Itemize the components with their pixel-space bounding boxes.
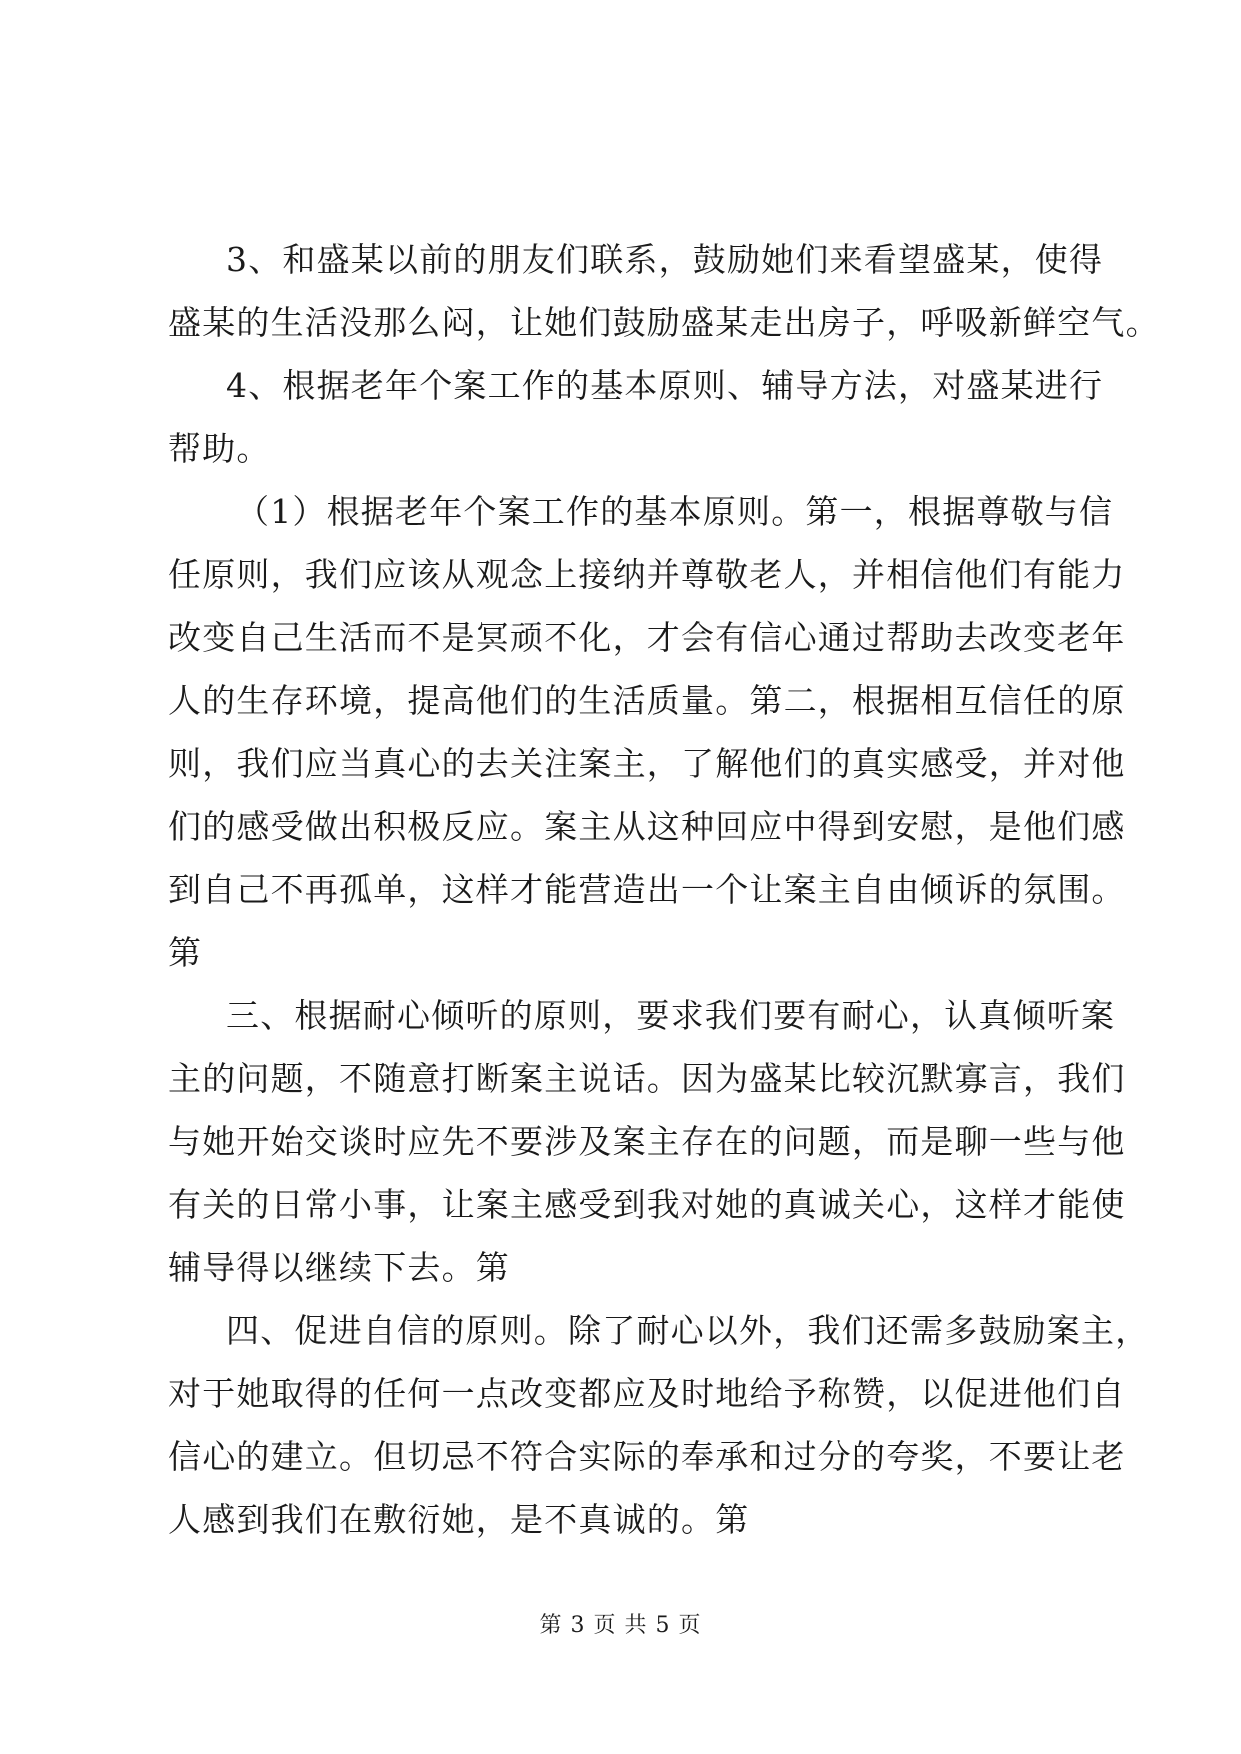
paragraph-line: 们的感受做出积极反应。案主从这种回应中得到安慰，是他们感	[168, 807, 1126, 846]
paragraph-line: 第	[168, 933, 203, 972]
paragraph-line: 则，我们应当真心的去关注案主，了解他们的真实感受，并对他	[168, 744, 1126, 783]
paragraph-line: 对于她取得的任何一点改变都应及时地给予称赞，以促进他们自	[168, 1374, 1126, 1413]
paragraph-line: 辅导得以继续下去。第	[168, 1248, 510, 1287]
paragraph-line: 与她开始交谈时应先不要涉及案主存在的问题，而是聊一些与他	[168, 1122, 1126, 1161]
paragraph-line: 四、促进自信的原则。除了耐心以外，我们还需多鼓励案主，	[226, 1311, 1150, 1350]
paragraph-line: 到自己不再孤单，这样才能营造出一个让案主自由倾诉的氛围。	[168, 870, 1126, 909]
paragraph-line: 主的问题，不随意打断案主说话。因为盛某比较沉默寡言，我们	[168, 1059, 1126, 1098]
paragraph-line: 信心的建立。但切忌不符合实际的奉承和过分的夸奖，不要让老	[168, 1437, 1126, 1476]
paragraph-line: 人的生存环境，提高他们的生活质量。第二，根据相互信任的原	[168, 681, 1126, 720]
paragraph-line: 任原则，我们应该从观念上接纳并尊敬老人，并相信他们有能力	[168, 555, 1126, 594]
paragraph-line: 三、根据耐心倾听的原则，要求我们要有耐心，认真倾听案	[226, 996, 1116, 1035]
paragraph-line: 盛某的生活没那么闷，让她们鼓励盛某走出房子，呼吸新鲜空气。	[168, 303, 1160, 342]
paragraph-line: 帮助。	[168, 429, 271, 468]
paragraph-line: （1）根据老年个案工作的基本原则。第一，根据尊敬与信	[236, 492, 1114, 531]
paragraph-line: 有关的日常小事，让案主感受到我对她的真诚关心，这样才能使	[168, 1185, 1126, 1224]
paragraph-line: 3、和盛某以前的朋友们联系，鼓励她们来看望盛某，使得	[226, 240, 1104, 279]
page-number-footer: 第 3 页 共 5 页	[539, 1613, 702, 1638]
document-body	[168, 228, 1160, 1551]
paragraph-line: 人感到我们在敷衍她，是不真诚的。第	[168, 1500, 750, 1539]
paragraph-line: 改变自己生活而不是冥顽不化，才会有信心通过帮助去改变老年	[168, 618, 1126, 657]
paragraph-line: 4、根据老年个案工作的基本原则、辅导方法，对盛某进行	[226, 366, 1104, 405]
